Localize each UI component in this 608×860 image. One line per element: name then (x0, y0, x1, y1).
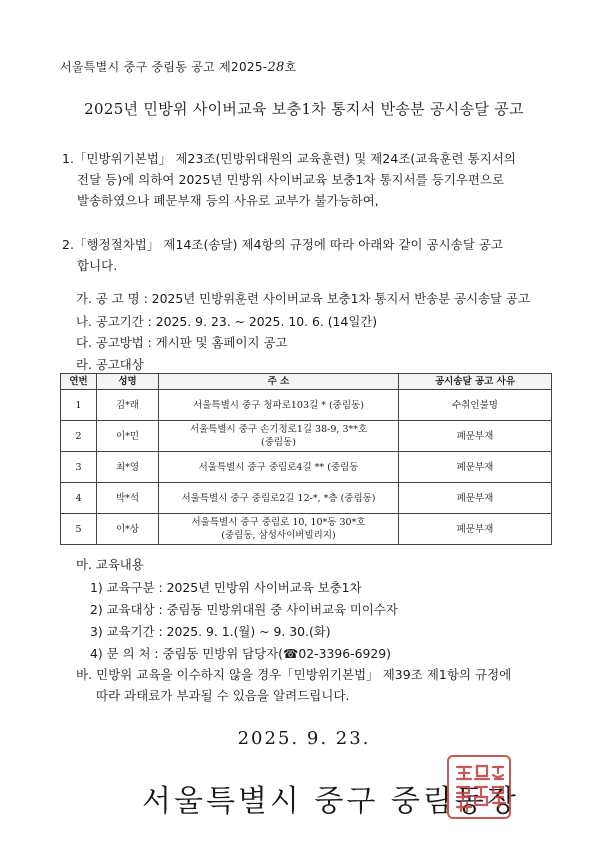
cell-reason: 폐문부재 (399, 483, 552, 514)
notice-number-suffix: 호 (284, 60, 297, 74)
notice-number (60, 58, 297, 75)
paragraph-2-line-2: 합니다. (77, 258, 118, 273)
cell-number: 3 (61, 452, 97, 483)
detail-notice-period: 나. 공고기간 : 2025. 9. 23. ~ 2025. 10. 6. (14일간) (76, 314, 378, 329)
signer-title: 서울특별시 중구 중림동장 (142, 784, 519, 819)
paragraph-1 (62, 148, 516, 211)
education-item-target: 2) 교육대상 : 중림동 민방위대원 중 사이버교육 미이수자 (90, 602, 398, 617)
education-item-category: 1) 교육구분 : 2025년 민방위 사이버교육 보충1차 (90, 580, 362, 595)
penalty-line-1: 바. 민방위 교육을 이수하지 않을 경우「민방위기본법」 제39조 제1항의 규정에 (76, 667, 512, 682)
penalty-line-2: 따라 과태료가 부과될 수 있음을 알려드립니다. (96, 688, 350, 703)
paragraph-2-line-1: 2.「행정절차법」 제14조(송달) 제4항의 규정에 따라 아래와 같이 공시송달 공고 (62, 237, 504, 252)
cell-name: 박*석 (97, 483, 159, 514)
cell-reason: 폐문부재 (399, 514, 552, 545)
cell-name: 이*상 (97, 514, 159, 545)
education-heading: 마. 교육내용 (76, 557, 144, 572)
cell-name: 이*민 (97, 421, 159, 452)
cell-name: 김*래 (97, 390, 159, 421)
penalty-note (76, 664, 511, 706)
cell-number: 5 (61, 514, 97, 545)
table-row (61, 452, 552, 483)
paragraph-1-line-3: 발송하였으나 폐문부재 등의 사유로 교부가 불가능하여, (77, 193, 379, 208)
cell-address (159, 390, 399, 421)
cell-name: 최*영 (97, 452, 159, 483)
official-seal-stamp (447, 755, 511, 819)
table-row (61, 421, 552, 452)
header-name: 성명 (97, 374, 159, 390)
table-header-row (61, 374, 552, 390)
cell-address (159, 452, 399, 483)
cell-reason: 폐문부재 (399, 452, 552, 483)
cell-reason: 수취인불명 (399, 390, 552, 421)
detail-notice-targets: 라. 공고대상 (76, 357, 144, 372)
address-line: 서울특별시 중구 중림로 10, 10*동 30*호 (191, 517, 366, 528)
detail-notice-name: 가. 공 고 명 : 2025년 민방위훈련 사이버교육 보충1차 통지서 반송분 공시송달 공고 (76, 291, 530, 306)
cell-number: 1 (61, 390, 97, 421)
address-line-2: (중림동) (261, 437, 296, 448)
table-row (61, 483, 552, 514)
paragraph-2 (62, 234, 503, 276)
notice-number-prefix: 서울특별시 중구 중림동 공고 제2025- (60, 60, 268, 74)
address-line-2: (중림동, 삼성사이버빌리지) (221, 530, 336, 541)
header-reason: 공시송달 공고 사유 (399, 374, 552, 390)
table-row (61, 514, 552, 545)
header-number: 연번 (61, 374, 97, 390)
cell-reason: 폐문부재 (399, 421, 552, 452)
target-table (60, 373, 552, 545)
cell-address (159, 514, 399, 545)
address-line: 서울특별시 중구 중림로2길 12-*, *층 (중림동) (181, 492, 376, 504)
notice-number-handwritten: 28 (267, 60, 285, 75)
paragraph-1-line-1: 1.「민방위기본법」 제23조(민방위대원의 교육훈련) 및 제24조(교육훈련 통지서의 (62, 151, 516, 166)
issue-date: 2025. 9. 23. (237, 728, 371, 749)
cell-number: 2 (61, 421, 97, 452)
cell-number: 4 (61, 483, 97, 514)
detail-notice-method: 다. 공고방법 : 게시판 및 홈페이지 공고 (76, 335, 288, 350)
header-address: 주 소 (159, 374, 399, 390)
seal-icon (449, 757, 509, 817)
education-item-contact: 4) 문 의 처 : 중림동 민방위 담당자(☎02-3396-6929) (90, 646, 391, 661)
address-line: 서울특별시 중구 중림로4길 ** (중림동 (198, 461, 359, 473)
cell-address (159, 483, 399, 514)
address-line: 서울특별시 중구 손기정로1길 38-9, 3**호 (189, 424, 368, 435)
education-item-period: 3) 교육기간 : 2025. 9. 1.(월) ~ 9. 30.(화) (90, 624, 331, 639)
document-title: 2025년 민방위 사이버교육 보충1차 통지서 반송분 공시송달 공고 (84, 100, 524, 118)
address-line: 서울특별시 중구 청파로103길 * (중림동) (193, 399, 364, 411)
table-row (61, 390, 552, 421)
cell-address (159, 421, 399, 452)
paragraph-1-line-2: 전달 등)에 의하여 2025년 민방위 사이버교육 보충1차 통지서를 등기우편으로 (77, 172, 505, 187)
